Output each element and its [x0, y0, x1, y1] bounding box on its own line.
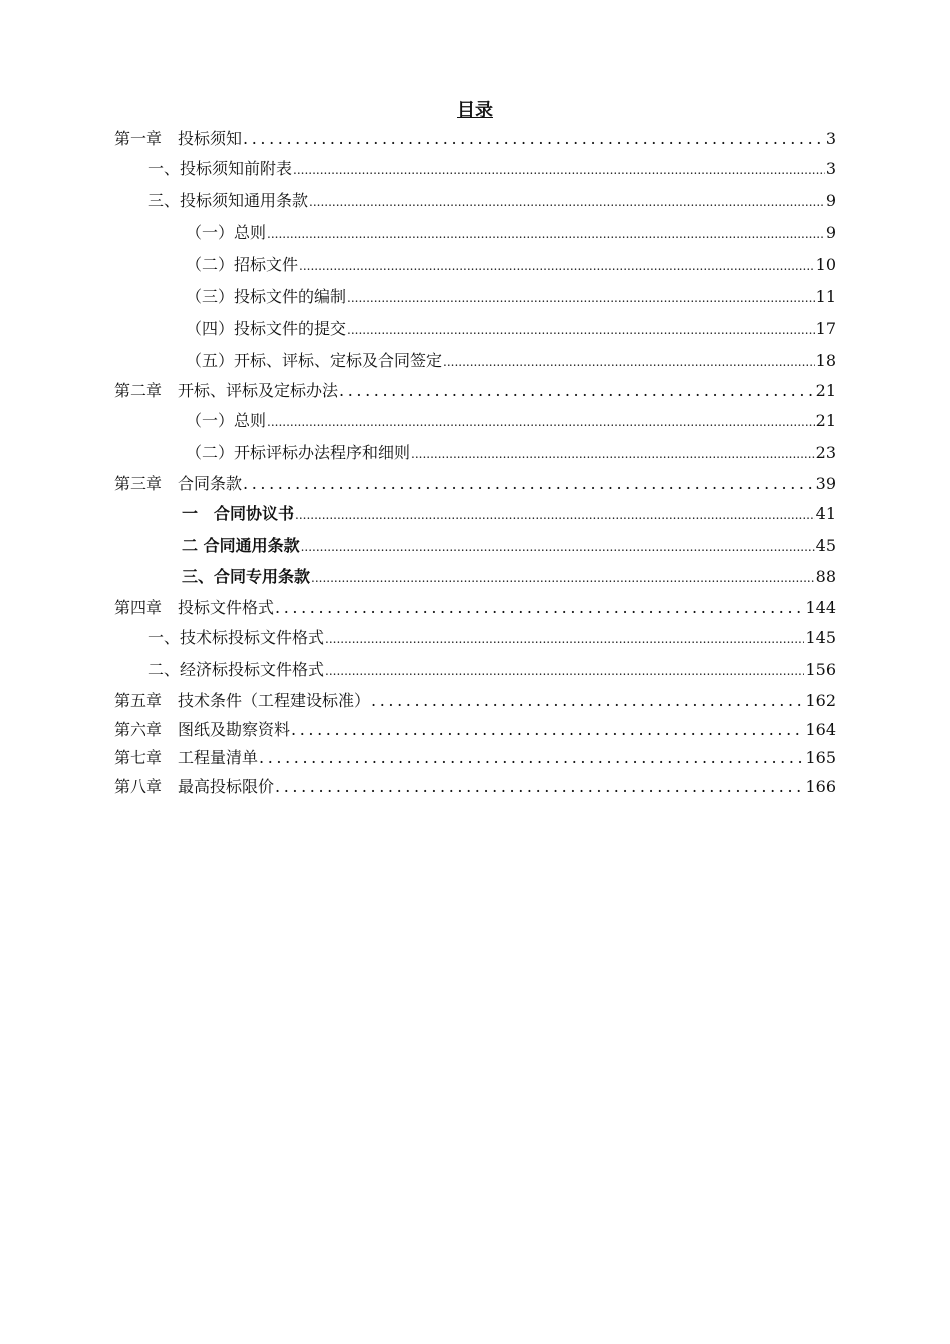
toc-page-number: 162: [805, 691, 836, 710]
toc-entry[interactable]: [114, 747, 836, 769]
toc-entry[interactable]: [186, 350, 836, 373]
dot-leader: [347, 319, 815, 341]
toc-page-number: 165: [805, 748, 836, 767]
toc-page-number: 21: [815, 411, 836, 430]
toc-page-number: 3: [825, 159, 836, 178]
toc-entry-label: （二）招标文件: [186, 255, 299, 274]
dot-leader: [291, 719, 804, 741]
toc-page-number: 21: [815, 381, 836, 400]
toc-entry[interactable]: [186, 254, 836, 277]
toc-entry[interactable]: [148, 659, 836, 682]
toc-page-number: 166: [805, 777, 836, 796]
toc-entry[interactable]: [114, 690, 836, 712]
dot-leader: [293, 159, 825, 181]
dot-leader: [295, 504, 815, 526]
toc-entry[interactable]: [148, 158, 836, 181]
toc-entry-label: 一 合同协议书: [182, 504, 295, 523]
dot-leader: [311, 567, 815, 589]
toc-page-number: 156: [805, 660, 836, 679]
toc-page-number: 45: [815, 536, 836, 555]
toc-entry-label: 第七章 工程量清单: [114, 748, 259, 767]
toc-entry[interactable]: [114, 597, 836, 619]
toc-page-number: 145: [805, 628, 836, 647]
toc-entry-label: 一、技术标投标文件格式: [148, 628, 325, 647]
toc-title: 目录: [457, 100, 493, 121]
dot-leader: [411, 443, 815, 465]
toc-entry[interactable]: [114, 380, 836, 402]
toc-entry-label: 一、投标须知前附表: [148, 159, 293, 178]
dot-leader: [325, 628, 804, 650]
dot-leader: [259, 747, 804, 769]
toc-entry-label: 三、合同专用条款: [182, 567, 311, 586]
toc-entry[interactable]: [182, 503, 836, 526]
dot-leader: [299, 255, 815, 277]
toc-entry[interactable]: [186, 410, 836, 433]
toc-entry[interactable]: [182, 566, 836, 589]
dot-leader: [275, 776, 804, 798]
toc-entry[interactable]: [148, 627, 836, 650]
toc-entry-label: 二 合同通用条款: [182, 536, 300, 555]
toc-entry-label: （一）总则: [186, 411, 267, 430]
toc-entry-label: 第八章 最高投标限价: [114, 777, 275, 796]
toc-entry[interactable]: [186, 318, 836, 341]
toc-entry-label: （一）总则: [186, 223, 267, 242]
toc-entry[interactable]: [114, 719, 836, 741]
dot-leader: [267, 411, 815, 433]
toc-entry[interactable]: [186, 442, 836, 465]
toc-page-number: 17: [815, 319, 836, 338]
dot-leader: [275, 597, 804, 619]
toc-page-number: 18: [815, 351, 836, 370]
dot-leader: [267, 223, 825, 245]
toc-entry-label: 第一章 投标须知: [114, 129, 243, 148]
toc-entry[interactable]: [114, 473, 836, 495]
dot-leader: [243, 128, 825, 150]
toc-page-number: 10: [815, 255, 836, 274]
toc-entry[interactable]: [186, 286, 836, 309]
toc-entry-label: 二、经济标投标文件格式: [148, 660, 325, 679]
toc-entry-label: （五）开标、评标、定标及合同签定: [186, 351, 443, 370]
toc-entry-label: 第二章 开标、评标及定标办法: [114, 381, 339, 400]
toc-entry-label: 第六章 图纸及勘察资料: [114, 720, 291, 739]
toc-entry[interactable]: [186, 222, 836, 245]
toc-page-number: 41: [815, 504, 836, 523]
toc-page-number: 164: [805, 720, 836, 739]
toc-page-number: 88: [815, 567, 836, 586]
toc-entry-label: 第五章 技术条件（工程建设标准）: [114, 691, 371, 710]
dot-leader: [347, 287, 815, 309]
toc-entry-label: 三、投标须知通用条款: [148, 191, 309, 210]
toc-page-number: 9: [825, 191, 836, 210]
dot-leader: [301, 536, 815, 558]
toc-page-number: 39: [815, 474, 836, 493]
toc-page-number: 3: [825, 129, 836, 148]
toc-entry-label: （四）投标文件的提交: [186, 319, 347, 338]
dot-leader: [325, 660, 804, 682]
toc-page-number: 144: [805, 598, 836, 617]
dot-leader: [339, 380, 815, 402]
toc-page-number: 23: [815, 443, 836, 462]
toc-entry[interactable]: [114, 776, 836, 798]
dot-leader: [243, 473, 815, 495]
toc-entry-label: 第三章 合同条款: [114, 474, 243, 493]
toc-entry-label: （三）投标文件的编制: [186, 287, 347, 306]
toc-entry-label: 第四章 投标文件格式: [114, 598, 275, 617]
toc-page-number: 9: [825, 223, 836, 242]
toc-entry-label: （二）开标评标办法程序和细则: [186, 443, 411, 462]
dot-leader: [443, 351, 815, 373]
toc-page-number: 11: [815, 287, 836, 306]
dot-leader: [371, 690, 804, 712]
dot-leader: [309, 191, 825, 213]
toc-entry[interactable]: [182, 535, 836, 558]
toc-entry[interactable]: [148, 190, 836, 213]
toc-entry[interactable]: [114, 128, 836, 150]
